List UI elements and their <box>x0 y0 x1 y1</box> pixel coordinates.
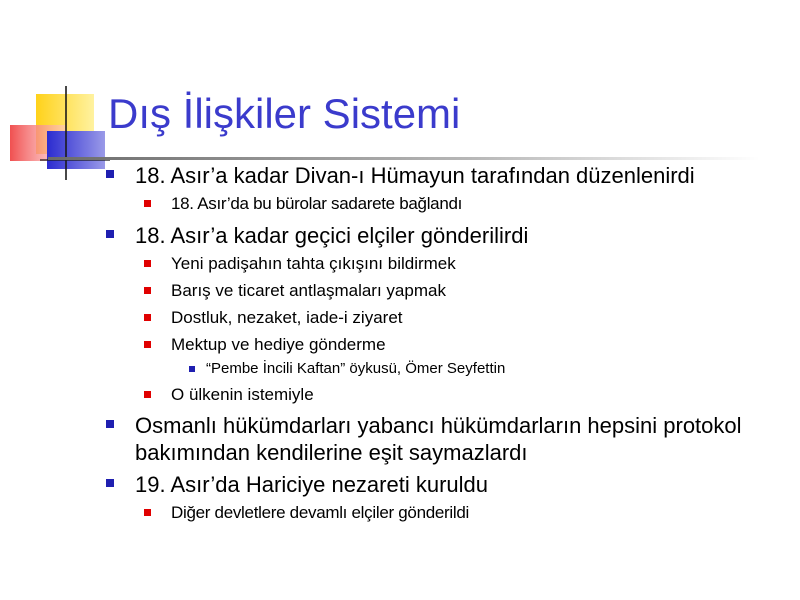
slide-title: Dış İlişkiler Sistemi <box>108 90 461 137</box>
list-item-text: Osmanlı hükümdarları yabancı hükümdarların hepsini protokol <box>135 413 742 438</box>
list-item-text: 18. Asır’da bu bürolar sadarete bağlandı <box>171 194 463 213</box>
list-item <box>171 384 314 406</box>
square-bullet-icon <box>106 420 114 428</box>
list-item-text: 18. Asır’a kadar Divan-ı Hümayun tarafından düzenlenirdi <box>135 163 695 188</box>
list-item-text: O ülkenin istemiyle <box>171 385 314 404</box>
square-bullet-icon <box>106 170 114 178</box>
square-bullet-icon <box>144 287 151 294</box>
deco-blue-square <box>47 131 105 169</box>
list-item <box>135 471 488 498</box>
corner-decoration <box>0 80 110 190</box>
list-item <box>135 412 742 439</box>
list-item <box>171 193 462 215</box>
list-item <box>171 253 456 275</box>
list-item-continuation <box>135 439 528 466</box>
list-item-text: Diğer devletlere devamlı elçiler gönderildi <box>171 503 469 522</box>
square-bullet-icon <box>144 314 151 321</box>
square-bullet-icon <box>106 479 114 487</box>
list-item-text: Dostluk, nezaket, iade-i ziyaret <box>171 308 403 327</box>
list-item-text: bakımından kendilerine eşit saymazlardı <box>135 440 528 465</box>
square-bullet-icon <box>144 200 151 207</box>
list-item <box>206 359 505 379</box>
square-bullet-icon <box>144 341 151 348</box>
list-item-text: 18. Asır’a kadar geçici elçiler gönderilirdi <box>135 223 529 248</box>
square-bullet-icon <box>144 260 151 267</box>
list-item <box>135 162 695 189</box>
title-underline <box>48 157 760 160</box>
list-item <box>171 280 446 302</box>
list-item-text: Yeni padişahın tahta çıkışını bildirmek <box>171 254 456 273</box>
list-item-text: Mektup ve hediye gönderme <box>171 335 386 354</box>
square-bullet-icon <box>144 509 151 516</box>
list-item <box>135 222 528 249</box>
list-item-text: 19. Asır’da Hariciye nezareti kuruldu <box>135 472 488 497</box>
list-item-text: Barış ve ticaret antlaşmaları yapmak <box>171 281 446 300</box>
list-item-text: “Pembe İncili Kaftan” öykusü, Ömer Seyfettin <box>206 360 506 377</box>
square-bullet-icon <box>189 366 195 372</box>
square-bullet-icon <box>106 230 114 238</box>
square-bullet-icon <box>144 391 151 398</box>
list-item <box>171 334 386 356</box>
list-item <box>171 307 403 329</box>
list-item <box>171 502 469 524</box>
